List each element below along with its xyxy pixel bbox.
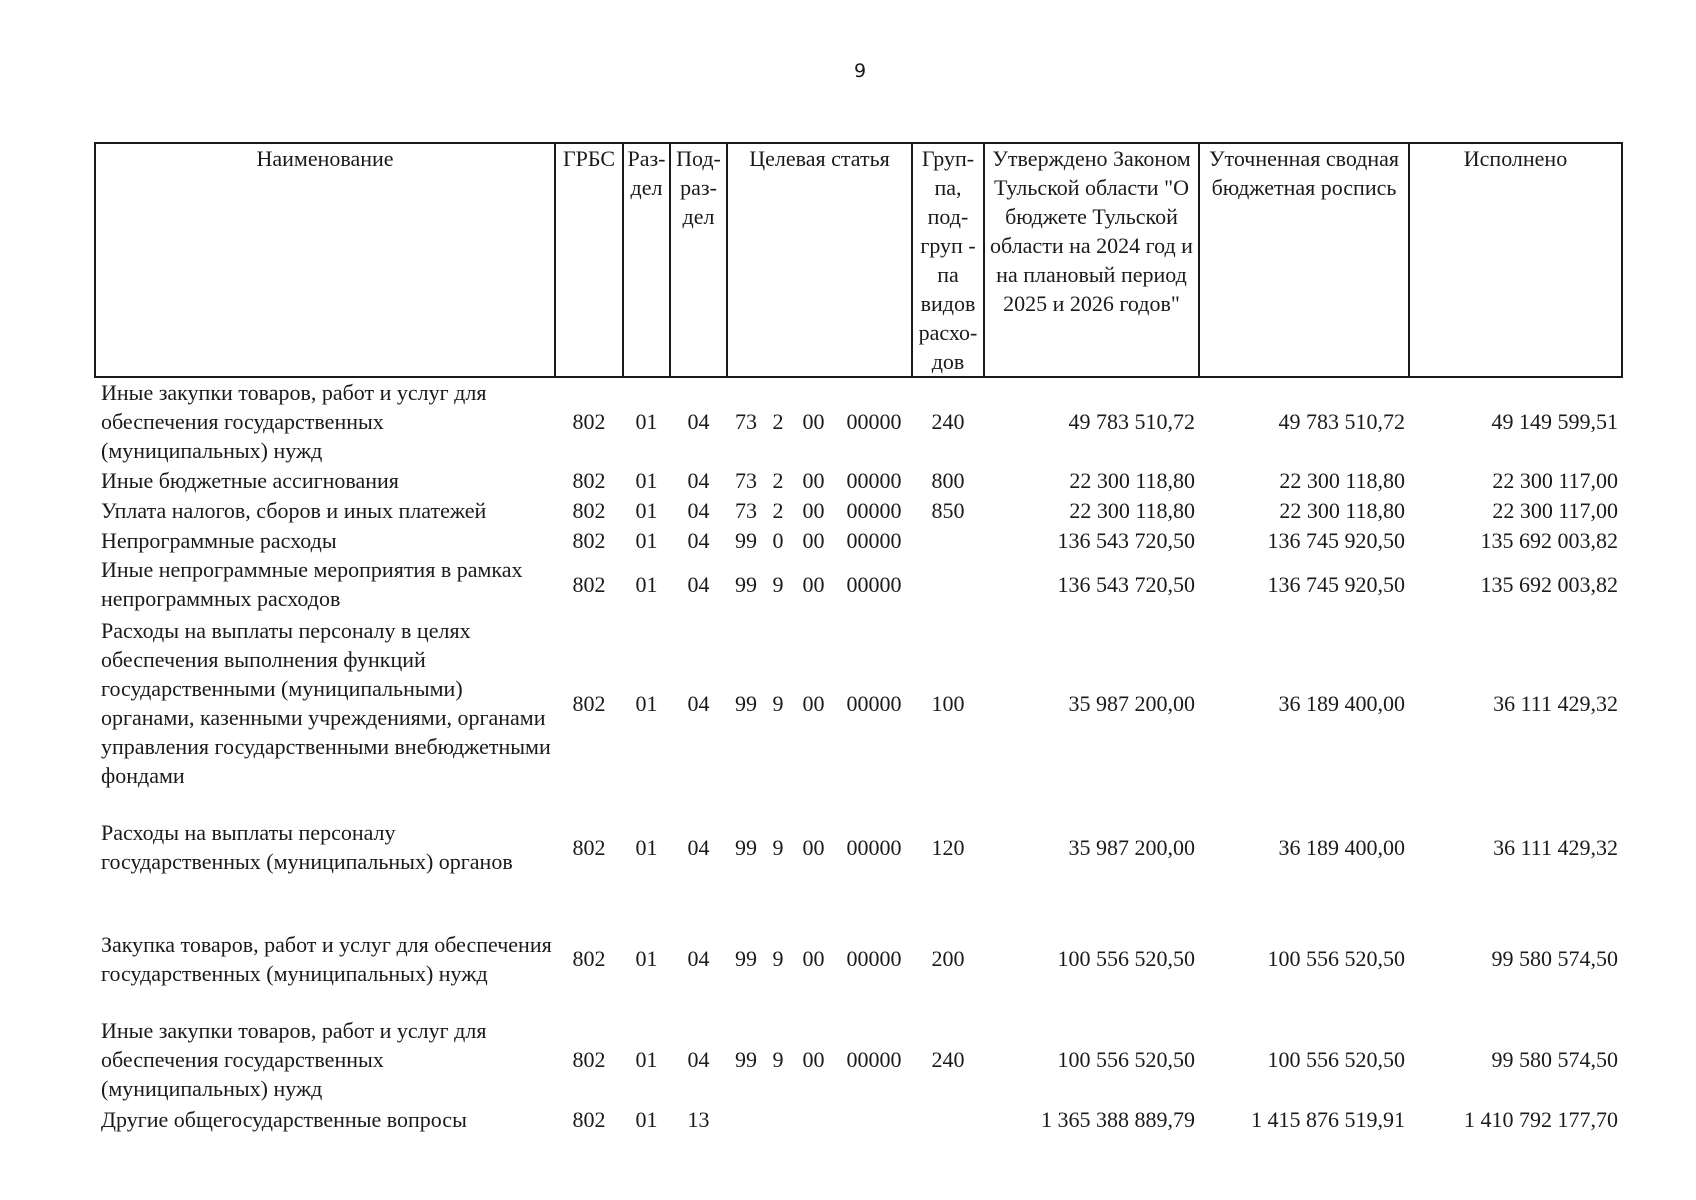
cell-grbs: 802 — [572, 497, 606, 523]
header-utochnennaya: Уточненная сводная бюджетная роспись — [1199, 143, 1409, 377]
cell-cs-type: 9 — [772, 946, 784, 971]
header-podrazdel: Под-раз-дел — [670, 143, 727, 377]
cell-ispolneno: 135 692 003,82 — [1480, 571, 1618, 597]
cell-name: Другие общегосударственные вопросы — [101, 1107, 467, 1132]
cell-cs-program: 99 — [735, 571, 757, 597]
header-razdel: Раз-дел — [623, 143, 670, 377]
cell-podrazdel: 04 — [687, 946, 710, 971]
table-row — [95, 793, 1622, 901]
cell-grbs: 802 — [572, 690, 606, 716]
cell-utochnennaya: 100 556 520,50 — [1267, 1047, 1405, 1072]
cell-cs-program: 99 — [735, 527, 757, 553]
cell-cs-sub: 00 — [802, 497, 825, 523]
cell-cs-direction: 00000 — [846, 1047, 902, 1072]
cell-podrazdel: 04 — [687, 690, 710, 716]
cell-utochnennaya: 136 745 920,50 — [1267, 527, 1405, 553]
cell-utverzhdeno: 22 300 118,80 — [1069, 497, 1195, 523]
cell-utochnennaya: 100 556 520,50 — [1267, 946, 1405, 971]
cell-cs-direction: 00000 — [846, 409, 902, 434]
cell-cs-program: 73 — [735, 497, 757, 523]
table-row — [95, 495, 1622, 525]
cell-podrazdel: 04 — [687, 497, 710, 523]
cell-cs-type: 9 — [772, 690, 784, 716]
cell-gruppa — [912, 525, 984, 555]
cell-cs-sub: 00 — [802, 467, 825, 493]
cell-name: Иные бюджетные ассигнования — [101, 467, 399, 493]
table-row — [95, 1016, 1622, 1103]
table-row — [95, 525, 1622, 555]
cell-cs-type — [765, 1103, 791, 1136]
cell-utverzhdeno: 136 543 720,50 — [1057, 571, 1195, 597]
table-row — [95, 901, 1622, 1016]
cell-cs-program: 99 — [735, 690, 757, 716]
cell-gruppa: 120 — [931, 834, 965, 860]
cell-utochnennaya: 36 189 400,00 — [1278, 690, 1405, 716]
table-row — [95, 465, 1622, 495]
cell-gruppa — [912, 1103, 984, 1136]
cell-ispolneno: 99 580 574,50 — [1491, 1047, 1618, 1072]
cell-name: Расходы на выплаты персоналу в целях обеспечения выполнения функций государственными (муниципальными) органами, казенными учреждениями, органами управления государственными внебюджетными фондами — [101, 618, 551, 788]
header-celevaya-statya: Целевая статья — [727, 143, 912, 377]
cell-podrazdel: 04 — [687, 834, 710, 860]
header-name: Наименование — [95, 143, 555, 377]
cell-utverzhdeno: 35 987 200,00 — [1068, 690, 1195, 716]
cell-ispolneno: 36 111 429,32 — [1493, 834, 1618, 860]
cell-cs-direction: 00000 — [846, 527, 902, 553]
cell-cs-type: 9 — [772, 1047, 784, 1072]
cell-name: Иные непрограммные мероприятия в рамках непрограммных расходов — [101, 557, 523, 611]
cell-gruppa: 200 — [931, 946, 965, 971]
cell-utochnennaya: 1 415 876 519,91 — [1251, 1107, 1405, 1132]
cell-grbs: 802 — [572, 467, 606, 493]
cell-ispolneno: 22 300 117,00 — [1492, 467, 1618, 493]
cell-cs-program: 99 — [735, 1047, 757, 1072]
cell-cs-direction: 00000 — [846, 571, 902, 597]
table-body — [95, 377, 1622, 1136]
table-row — [95, 377, 1622, 465]
cell-podrazdel: 04 — [687, 1047, 710, 1072]
cell-ispolneno: 36 111 429,32 — [1493, 690, 1618, 716]
cell-razdel: 01 — [635, 946, 658, 971]
cell-name: Иные закупки товаров, работ и услуг для обеспечения государственных (муниципальных) нужд — [101, 1018, 487, 1101]
table-row — [95, 613, 1622, 793]
cell-cs-program — [727, 1103, 765, 1136]
budget-table-container — [94, 142, 1621, 1136]
table-row — [95, 555, 1622, 613]
cell-razdel: 01 — [635, 571, 658, 597]
header-grbs: ГРБС — [555, 143, 623, 377]
cell-utverzhdeno: 49 783 510,72 — [1068, 409, 1195, 434]
cell-name: Иные закупки товаров, работ и услуг для обеспечения государственных (муниципальных) нужд — [101, 380, 487, 463]
table-header — [95, 143, 1622, 377]
cell-cs-sub: 00 — [802, 834, 825, 860]
cell-cs-direction: 00000 — [846, 946, 902, 971]
header-utverzhdeno: Утверждено Законом Тульской области "О бюджете Тульской области на 2024 год и на плановый период 2025 и 2026 годов" — [984, 143, 1199, 377]
cell-utverzhdeno: 100 556 520,50 — [1057, 946, 1195, 971]
cell-cs-direction: 00000 — [846, 834, 902, 860]
cell-podrazdel: 04 — [687, 571, 710, 597]
cell-gruppa: 850 — [931, 497, 965, 523]
cell-cs-direction — [836, 1103, 912, 1136]
cell-cs-sub — [791, 1103, 836, 1136]
cell-cs-type: 0 — [772, 527, 784, 553]
header-gruppa: Груп-па, под-груп - па видов расхо-дов — [912, 143, 984, 377]
cell-grbs: 802 — [572, 571, 606, 597]
cell-gruppa: 240 — [931, 1047, 965, 1072]
cell-cs-direction: 00000 — [846, 497, 902, 523]
cell-name: Непрограммные расходы — [101, 527, 337, 553]
cell-razdel: 01 — [635, 527, 658, 553]
cell-grbs: 802 — [572, 946, 606, 971]
cell-razdel: 01 — [635, 1047, 658, 1072]
cell-gruppa: 100 — [931, 690, 965, 716]
cell-name: Уплата налогов, сборов и иных платежей — [101, 497, 487, 523]
cell-utochnennaya: 36 189 400,00 — [1278, 834, 1405, 860]
cell-utochnennaya: 22 300 118,80 — [1279, 497, 1405, 523]
cell-cs-sub: 00 — [802, 690, 825, 716]
cell-razdel: 01 — [635, 690, 658, 716]
cell-utverzhdeno: 100 556 520,50 — [1057, 1047, 1195, 1072]
cell-podrazdel: 13 — [687, 1107, 710, 1132]
cell-cs-sub: 00 — [802, 527, 825, 553]
cell-cs-program: 73 — [735, 467, 757, 493]
cell-grbs: 802 — [572, 1047, 606, 1072]
cell-ispolneno: 22 300 117,00 — [1492, 497, 1618, 523]
cell-utverzhdeno: 35 987 200,00 — [1068, 834, 1195, 860]
cell-podrazdel: 04 — [687, 467, 710, 493]
cell-utochnennaya: 136 745 920,50 — [1267, 571, 1405, 597]
cell-cs-type: 9 — [772, 834, 784, 860]
header-ispolneno: Исполнено — [1409, 143, 1622, 377]
cell-cs-program: 99 — [735, 834, 757, 860]
cell-name: Расходы на выплаты персоналу государственных (муниципальных) органов — [101, 820, 513, 874]
cell-cs-program: 99 — [735, 946, 757, 971]
cell-ispolneno: 49 149 599,51 — [1491, 409, 1618, 434]
cell-cs-type: 2 — [772, 467, 784, 493]
cell-grbs: 802 — [572, 1107, 606, 1132]
cell-ispolneno: 99 580 574,50 — [1491, 946, 1618, 971]
page-number: 9 — [853, 60, 867, 82]
cell-cs-type: 2 — [772, 497, 784, 523]
cell-razdel: 01 — [635, 834, 658, 860]
cell-cs-sub: 00 — [802, 571, 825, 597]
cell-razdel: 01 — [635, 497, 658, 523]
cell-cs-direction: 00000 — [846, 690, 902, 716]
cell-ispolneno: 135 692 003,82 — [1480, 527, 1618, 553]
cell-cs-program: 73 — [735, 409, 757, 434]
cell-name: Закупка товаров, работ и услуг для обеспечения государственных (муниципальных) нужд — [101, 931, 552, 986]
cell-gruppa: 240 — [931, 409, 965, 434]
cell-razdel: 01 — [635, 467, 658, 493]
cell-utochnennaya: 22 300 118,80 — [1279, 467, 1405, 493]
cell-razdel: 01 — [635, 409, 658, 434]
cell-razdel: 01 — [635, 1107, 658, 1132]
budget-table — [94, 142, 1623, 1136]
cell-podrazdel: 04 — [687, 409, 710, 434]
cell-cs-direction: 00000 — [846, 467, 902, 493]
cell-utverzhdeno: 22 300 118,80 — [1069, 467, 1195, 493]
cell-cs-type: 2 — [772, 409, 784, 434]
cell-podrazdel: 04 — [687, 527, 710, 553]
cell-utochnennaya: 49 783 510,72 — [1278, 409, 1405, 434]
cell-utverzhdeno: 136 543 720,50 — [1057, 527, 1195, 553]
cell-utverzhdeno: 1 365 388 889,79 — [1041, 1107, 1195, 1132]
cell-cs-type: 9 — [772, 571, 784, 597]
cell-grbs: 802 — [572, 409, 606, 434]
cell-gruppa — [912, 555, 984, 613]
cell-gruppa: 800 — [931, 467, 965, 493]
cell-cs-sub: 00 — [802, 946, 825, 971]
cell-grbs: 802 — [572, 527, 606, 553]
cell-ispolneno: 1 410 792 177,70 — [1464, 1107, 1618, 1132]
table-row — [95, 1103, 1622, 1136]
cell-cs-sub: 00 — [802, 409, 825, 434]
cell-cs-sub: 00 — [802, 1047, 825, 1072]
cell-grbs: 802 — [572, 834, 606, 860]
